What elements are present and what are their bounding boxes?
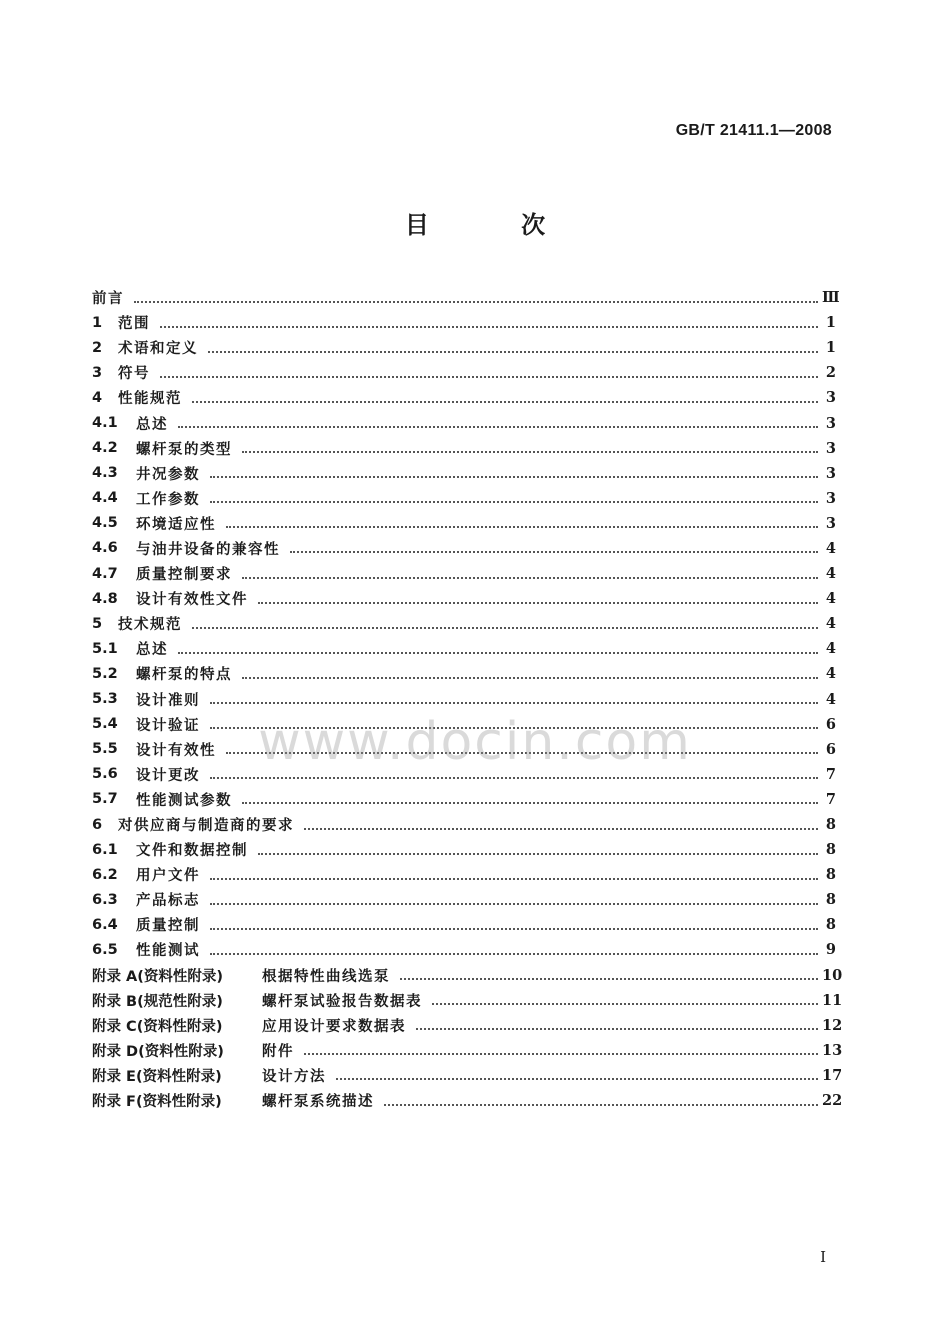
toc-entry-label: 技术规范 bbox=[118, 617, 182, 634]
toc-entry-page: 12 bbox=[822, 1016, 843, 1034]
toc-entry-label: 螺杆泵试验报告数据表 bbox=[262, 993, 422, 1010]
toc-entry-number: 2 bbox=[92, 339, 103, 356]
toc-entry-number: 附录 C(资料性附录) bbox=[92, 1018, 223, 1035]
toc-entry[interactable] bbox=[92, 285, 840, 310]
toc-entry-label: 性能测试 bbox=[136, 943, 200, 960]
toc-leader-dots bbox=[242, 577, 818, 579]
toc-entry-label: 范围 bbox=[118, 316, 150, 333]
toc-entry[interactable] bbox=[92, 436, 836, 461]
toc-leader-dots bbox=[210, 928, 818, 930]
toc-leader-dots bbox=[226, 526, 818, 528]
toc-leader-dots bbox=[242, 451, 818, 453]
toc-entry-page: 8 bbox=[825, 891, 836, 909]
toc-leader-dots bbox=[304, 1053, 818, 1055]
toc-leader-dots bbox=[210, 501, 818, 503]
toc-entry-page: 4 bbox=[825, 690, 836, 708]
toc-entry-number: 附录 E(资料性附录) bbox=[92, 1068, 222, 1085]
toc-leader-dots bbox=[432, 1003, 818, 1005]
toc-entry-page: 6 bbox=[825, 715, 836, 733]
toc-entry-label: 产品标志 bbox=[136, 893, 200, 910]
toc-entry[interactable] bbox=[92, 636, 836, 661]
toc-entry-label: 用户文件 bbox=[136, 868, 200, 885]
toc-entry[interactable] bbox=[92, 611, 836, 636]
toc-leader-dots bbox=[242, 802, 818, 804]
toc-leader-dots bbox=[178, 426, 818, 428]
toc-entry-page: 3 bbox=[825, 414, 836, 432]
toc-leader-dots bbox=[160, 326, 818, 328]
toc-entry[interactable] bbox=[92, 661, 836, 686]
toc-leader-dots bbox=[192, 627, 818, 629]
toc-entry-page: 4 bbox=[825, 665, 836, 683]
toc-entry-page: 3 bbox=[825, 439, 836, 457]
toc-entry-page: 13 bbox=[822, 1041, 843, 1059]
toc-entry[interactable] bbox=[92, 1013, 843, 1038]
toc-entry-label: 工作参数 bbox=[136, 491, 200, 508]
toc-entry[interactable] bbox=[92, 837, 836, 862]
toc-entry-label: 对供应商与制造商的要求 bbox=[118, 818, 294, 835]
toc-entry-number: 4.1 bbox=[92, 415, 118, 432]
toc-entry-label: 性能规范 bbox=[118, 391, 182, 408]
toc-entry-label: 术语和定义 bbox=[118, 341, 198, 358]
toc-entry-label: 质量控制要求 bbox=[136, 567, 232, 584]
toc-entry-number: 6.3 bbox=[92, 891, 118, 908]
toc-entry-label: 环境适应性 bbox=[136, 516, 216, 533]
toc-entry-number: 5.2 bbox=[92, 665, 118, 682]
toc-entry-number: 3 bbox=[92, 364, 103, 381]
toc-entry[interactable] bbox=[92, 687, 836, 712]
toc-leader-dots bbox=[258, 602, 818, 604]
toc-entry[interactable] bbox=[92, 862, 836, 887]
toc-leader-dots bbox=[134, 301, 818, 303]
toc-entry[interactable] bbox=[92, 511, 836, 536]
toc-entry-page: 4 bbox=[825, 565, 836, 583]
toc-leader-dots bbox=[290, 551, 818, 553]
toc-entry-label: 井况参数 bbox=[136, 466, 200, 483]
toc-leader-dots bbox=[210, 903, 818, 905]
toc-entry[interactable] bbox=[92, 988, 843, 1013]
toc-leader-dots bbox=[192, 401, 818, 403]
table-of-contents bbox=[92, 285, 843, 1113]
toc-entry-number: 4.3 bbox=[92, 465, 118, 482]
toc-entry-number: 4.5 bbox=[92, 515, 118, 532]
toc-entry-number: 5.1 bbox=[92, 640, 118, 657]
toc-entry-label: 符号 bbox=[118, 366, 150, 383]
toc-entry-label: 螺杆泵系统描述 bbox=[262, 1094, 374, 1111]
toc-entry-number: 4.6 bbox=[92, 540, 118, 557]
toc-entry-label: 应用设计要求数据表 bbox=[262, 1018, 406, 1035]
watermark: www.docin.com bbox=[258, 712, 692, 772]
toc-entry[interactable] bbox=[92, 410, 836, 435]
toc-leader-dots bbox=[178, 652, 818, 654]
toc-entry-page: 8 bbox=[825, 841, 836, 859]
toc-leader-dots bbox=[336, 1078, 818, 1080]
toc-entry-number: 4.2 bbox=[92, 440, 118, 457]
toc-entry-number: 附录 D(资料性附录) bbox=[92, 1043, 224, 1060]
toc-entry-label: 根据特性曲线选泵 bbox=[262, 968, 390, 985]
toc-entry-page: 7 bbox=[825, 765, 836, 783]
toc-entry-label: 总述 bbox=[136, 416, 168, 433]
toc-entry[interactable] bbox=[92, 310, 836, 335]
toc-entry-page: 6 bbox=[825, 740, 836, 758]
toc-entry[interactable] bbox=[92, 561, 836, 586]
page-number: I bbox=[820, 1248, 826, 1266]
toc-entry-number: 4 bbox=[92, 389, 103, 406]
toc-entry-page: 4 bbox=[825, 640, 836, 658]
toc-entry-number: 4.8 bbox=[92, 590, 118, 607]
toc-entry-page: 4 bbox=[825, 590, 836, 608]
toc-entry-label: 总述 bbox=[136, 642, 168, 659]
toc-entry-number: 附录 A(资料性附录) bbox=[92, 968, 224, 985]
toc-entry-number: 5.4 bbox=[92, 716, 118, 733]
toc-entry-label: 螺杆泵的特点 bbox=[136, 667, 232, 684]
toc-entry-label: 附件 bbox=[262, 1043, 294, 1060]
toc-entry-page: 3 bbox=[825, 464, 836, 482]
toc-entry-page: 4 bbox=[825, 615, 836, 633]
toc-entry-number: 附录 B(规范性附录) bbox=[92, 993, 223, 1010]
toc-entry-page: 3 bbox=[825, 389, 836, 407]
toc-entry[interactable] bbox=[92, 1088, 843, 1113]
toc-leader-dots bbox=[400, 978, 818, 980]
toc-entry-label: 螺杆泵的类型 bbox=[136, 441, 232, 458]
toc-leader-dots bbox=[160, 376, 818, 378]
toc-entry[interactable] bbox=[92, 360, 836, 385]
toc-leader-dots bbox=[210, 878, 818, 880]
toc-leader-dots bbox=[242, 677, 818, 679]
toc-entry-number: 6.5 bbox=[92, 941, 118, 958]
toc-entry-number: 1 bbox=[92, 314, 103, 331]
toc-entry-page: 8 bbox=[825, 916, 836, 934]
toc-entry-page: 17 bbox=[822, 1066, 843, 1084]
toc-entry-number: 5.3 bbox=[92, 691, 118, 708]
toc-entry-page: 22 bbox=[822, 1092, 843, 1110]
toc-entry-label: 设计方法 bbox=[262, 1068, 326, 1085]
toc-entry-number: 5.6 bbox=[92, 766, 118, 783]
toc-entry-page: Ⅲ bbox=[822, 289, 840, 307]
toc-entry[interactable] bbox=[92, 461, 836, 486]
toc-entry-label: 设计准则 bbox=[136, 692, 200, 709]
toc-entry-number: 4.4 bbox=[92, 490, 118, 507]
toc-entry[interactable] bbox=[92, 486, 836, 511]
toc-entry-page: 3 bbox=[825, 489, 836, 507]
toc-leader-dots bbox=[210, 702, 818, 704]
toc-entry-page: 8 bbox=[825, 816, 836, 834]
toc-entry[interactable] bbox=[92, 1038, 843, 1063]
toc-entry-page: 10 bbox=[822, 966, 843, 984]
toc-entry-number: 4.7 bbox=[92, 565, 118, 582]
toc-entry[interactable] bbox=[92, 912, 836, 937]
toc-entry-page: 7 bbox=[825, 790, 836, 808]
toc-entry-number: 6.1 bbox=[92, 841, 118, 858]
toc-entry[interactable] bbox=[92, 1063, 843, 1088]
toc-leader-dots bbox=[416, 1028, 818, 1030]
toc-entry-number: 5.7 bbox=[92, 791, 118, 808]
toc-entry-page: 1 bbox=[825, 339, 836, 357]
toc-entry-page: 11 bbox=[822, 991, 843, 1009]
toc-entry[interactable] bbox=[92, 385, 836, 410]
toc-entry-label: 前言 bbox=[92, 291, 124, 308]
toc-entry-label: 设计验证 bbox=[136, 717, 200, 734]
toc-leader-dots bbox=[208, 351, 818, 353]
toc-leader-dots bbox=[210, 953, 818, 955]
toc-entry[interactable] bbox=[92, 586, 836, 611]
toc-entry-label: 性能测试参数 bbox=[136, 792, 232, 809]
toc-entry-page: 9 bbox=[825, 941, 836, 959]
toc-entry[interactable] bbox=[92, 335, 836, 360]
toc-leader-dots bbox=[258, 853, 818, 855]
toc-entry[interactable] bbox=[92, 963, 843, 988]
toc-entry-page: 8 bbox=[825, 866, 836, 884]
standard-code: GB/T 21411.1—2008 bbox=[675, 122, 832, 139]
toc-entry-label: 质量控制 bbox=[136, 918, 200, 935]
toc-entry[interactable] bbox=[92, 937, 836, 962]
toc-leader-dots bbox=[384, 1104, 818, 1106]
toc-entry-number: 附录 F(资料性附录) bbox=[92, 1094, 222, 1111]
toc-entry-label: 设计有效性文件 bbox=[136, 592, 248, 609]
toc-entry-page: 1 bbox=[825, 314, 836, 332]
toc-entry-label: 设计有效性 bbox=[136, 742, 216, 759]
toc-entry-page: 2 bbox=[825, 364, 836, 382]
toc-leader-dots bbox=[210, 777, 818, 779]
toc-entry-page: 3 bbox=[825, 514, 836, 532]
toc-entry-number: 6 bbox=[92, 816, 103, 833]
toc-leader-dots bbox=[210, 476, 818, 478]
toc-entry[interactable] bbox=[92, 787, 836, 812]
toc-leader-dots bbox=[304, 828, 818, 830]
page-title: 目 次 bbox=[404, 211, 588, 239]
toc-entry[interactable] bbox=[92, 887, 836, 912]
toc-entry-number: 5 bbox=[92, 615, 103, 632]
toc-entry-number: 6.4 bbox=[92, 916, 118, 933]
toc-entry-page: 4 bbox=[825, 539, 836, 557]
toc-entry-number: 5.5 bbox=[92, 741, 118, 758]
toc-entry-label: 文件和数据控制 bbox=[136, 843, 248, 860]
toc-entry-label: 设计更改 bbox=[136, 767, 200, 784]
toc-entry-number: 6.2 bbox=[92, 866, 118, 883]
toc-entry[interactable] bbox=[92, 812, 836, 837]
toc-entry-label: 与油井设备的兼容性 bbox=[136, 541, 280, 558]
toc-entry[interactable] bbox=[92, 536, 836, 561]
